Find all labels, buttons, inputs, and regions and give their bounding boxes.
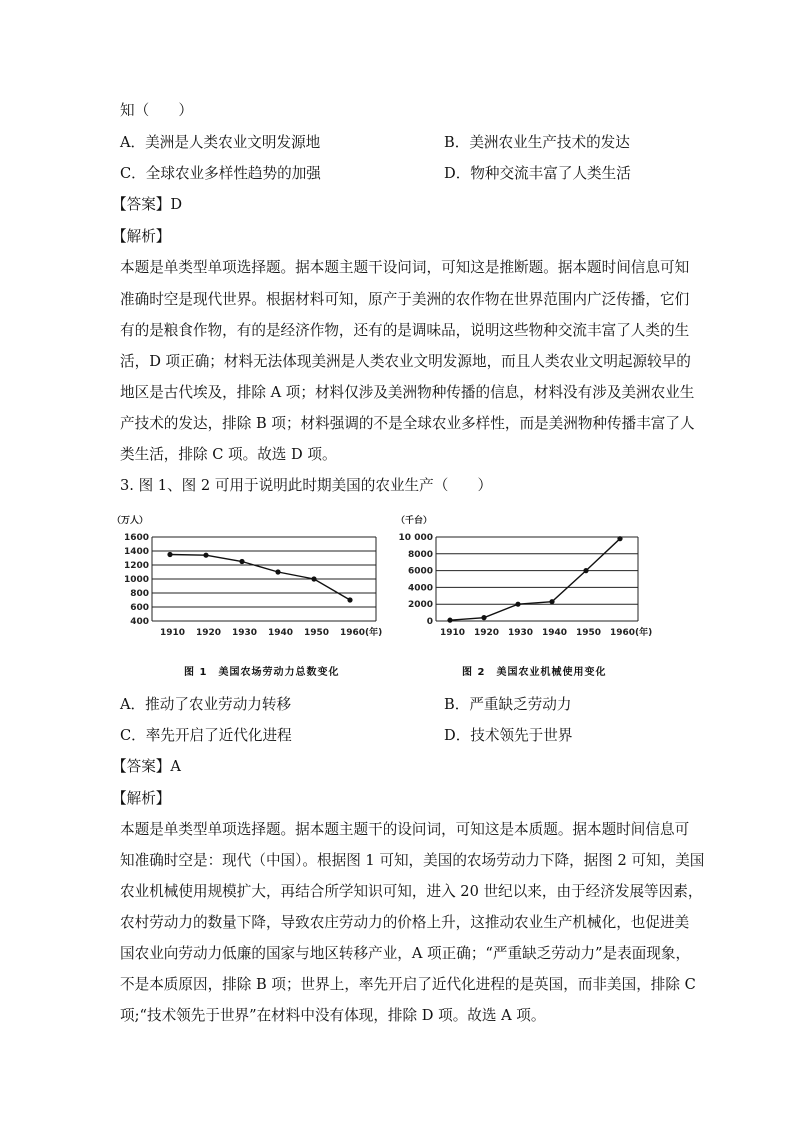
analysis-line: 农村劳动力的数量下降，导致农庄劳动力的价格上升，这推动农业生产机械化，也促进美 — [120, 914, 690, 931]
analysis-line: 知准确时空是：现代（中国）。根据图 1 可知，美国的农场劳动力下降，据图 2 可知，美国 — [120, 852, 705, 869]
analysis-line: 不是本质原因，排除 B 项；世界上，率先开启了近代化进程的是英国，而非美国，排除 C — [120, 976, 696, 993]
x-tick-label: 1910 — [440, 628, 466, 638]
x-tick-label: 1950 — [576, 628, 602, 638]
analysis-line: 项;“技术领先于世界”在材料中没有体现，排除 D 项。故选 A 项。 — [120, 1007, 546, 1024]
y-tick-label: 8000 — [407, 549, 433, 560]
chart-1-caption: 图 1 美国农场劳动力总数变化 — [184, 667, 340, 678]
analysis-line: 本题是单类型单项选择题。据本题主题干的设问词，可知这是本质题。据本题时间信息可 — [120, 821, 690, 838]
answer-label: 【答案】D — [112, 196, 183, 213]
question-3-stem: 3. 图 1、图 2 可用于说明此时期美国的农业生产（ ） — [120, 477, 493, 494]
option-b: B．严重缺乏劳动力 — [444, 696, 572, 713]
x-tick-label: 1940 — [542, 628, 568, 638]
analysis-line: 地区是古代埃及，排除 A 项；材料仅涉及美洲物种传播的信息，材料没有涉及美洲农业生 — [120, 384, 695, 401]
x-tick-label: 1960(年) — [610, 628, 653, 638]
analysis-line: 活，D 项正确；材料无法体现美洲是人类农业文明发源地，而且人类农业文明起源较早的 — [120, 353, 691, 370]
data-point — [275, 569, 280, 574]
data-point — [515, 602, 520, 607]
chart-2-caption: 图 2 美国农业机械使用变化 — [462, 667, 607, 678]
question-stem-tail: 知（ ） — [120, 102, 193, 119]
option-a: A．美洲是人类农业文明发源地 — [120, 134, 321, 151]
data-point — [167, 552, 172, 557]
x-tick-label: 1920 — [196, 628, 222, 638]
y-tick-label: 1200 — [123, 561, 149, 571]
x-tick-label: 1950 — [304, 628, 330, 638]
chart-farm-machinery — [398, 515, 658, 655]
y-tick-label: 1600 — [123, 533, 149, 543]
option-c: C．全球农业多样性趋势的加强 — [120, 165, 321, 182]
analysis-line: 有的是粮食作物，有的是经济作物，还有的是调味品，说明这些物种交流丰富了人类的生 — [120, 322, 690, 339]
x-tick-label: 1930 — [508, 628, 534, 638]
analysis-line: 产技术的发达，排除 B 项；材料强调的不是全球农业多样性，而是美洲物种传播丰富了人 — [120, 415, 695, 432]
y-tick-label: 0 — [426, 617, 433, 627]
y-tick-label: 4000 — [407, 583, 433, 594]
analysis-title: 【解析】 — [112, 228, 171, 245]
x-tick-label: 1920 — [474, 628, 500, 638]
y-tick-label: 1400 — [123, 547, 149, 557]
option-c: C．率先开启了近代化进程 — [120, 727, 292, 744]
y-tick-label: 600 — [130, 603, 149, 613]
data-point — [239, 559, 244, 564]
analysis-line: 本题是单类型单项选择题。据本题主题干设问词，可知这是推断题。据本题时间信息可知 — [120, 259, 690, 276]
data-point — [311, 576, 316, 581]
x-tick-label: 1930 — [232, 628, 258, 638]
analysis-line: 国农业向劳动力低廉的国家与地区转移产业，A 项正确；“严重缺乏劳动力”是表面现象， — [120, 945, 691, 962]
chart-farm-labor — [112, 515, 388, 655]
answer-label: 【答案】A — [112, 758, 181, 775]
option-d: D．技术领先于世界 — [444, 727, 573, 744]
x-tick-label: 1910 — [160, 628, 186, 638]
x-tick-label: 1960(年) — [340, 628, 383, 638]
y-tick-label: 10 000 — [398, 533, 433, 543]
data-point — [203, 553, 208, 558]
y-tick-label: 6000 — [407, 566, 433, 577]
x-tick-label: 1940 — [268, 628, 294, 638]
analysis-title: 【解析】 — [112, 790, 171, 807]
data-point — [481, 615, 486, 620]
data-point — [549, 599, 554, 604]
data-point — [347, 597, 352, 602]
y-tick-label: 800 — [130, 589, 149, 599]
y-tick-label: 400 — [130, 617, 149, 627]
option-a: A．推动了农业劳动力转移 — [120, 696, 292, 713]
series-line — [450, 539, 620, 620]
option-b: B．美洲农业生产技术的发达 — [444, 134, 630, 151]
data-point — [617, 536, 622, 541]
analysis-line: 准确时空是现代世界。根据材料可知，原产于美洲的农作物在世界范围内广泛传播，它们 — [120, 291, 690, 308]
data-point — [583, 568, 588, 573]
y-tick-label: 2000 — [407, 600, 433, 611]
analysis-line: 类生活，排除 C 项。故选 D 项。 — [120, 446, 337, 463]
analysis-line: 农业机械使用规模扩大，再结合所学知识可知，进入 20 世纪以来，由于经济发展等因素， — [120, 883, 703, 900]
y-axis-unit-label: （千台） — [396, 516, 433, 526]
y-tick-label: 1000 — [123, 575, 149, 585]
data-point — [447, 618, 452, 623]
y-axis-unit-label: （万人） — [112, 516, 149, 526]
option-d: D．物种交流丰富了人类生活 — [444, 165, 631, 182]
